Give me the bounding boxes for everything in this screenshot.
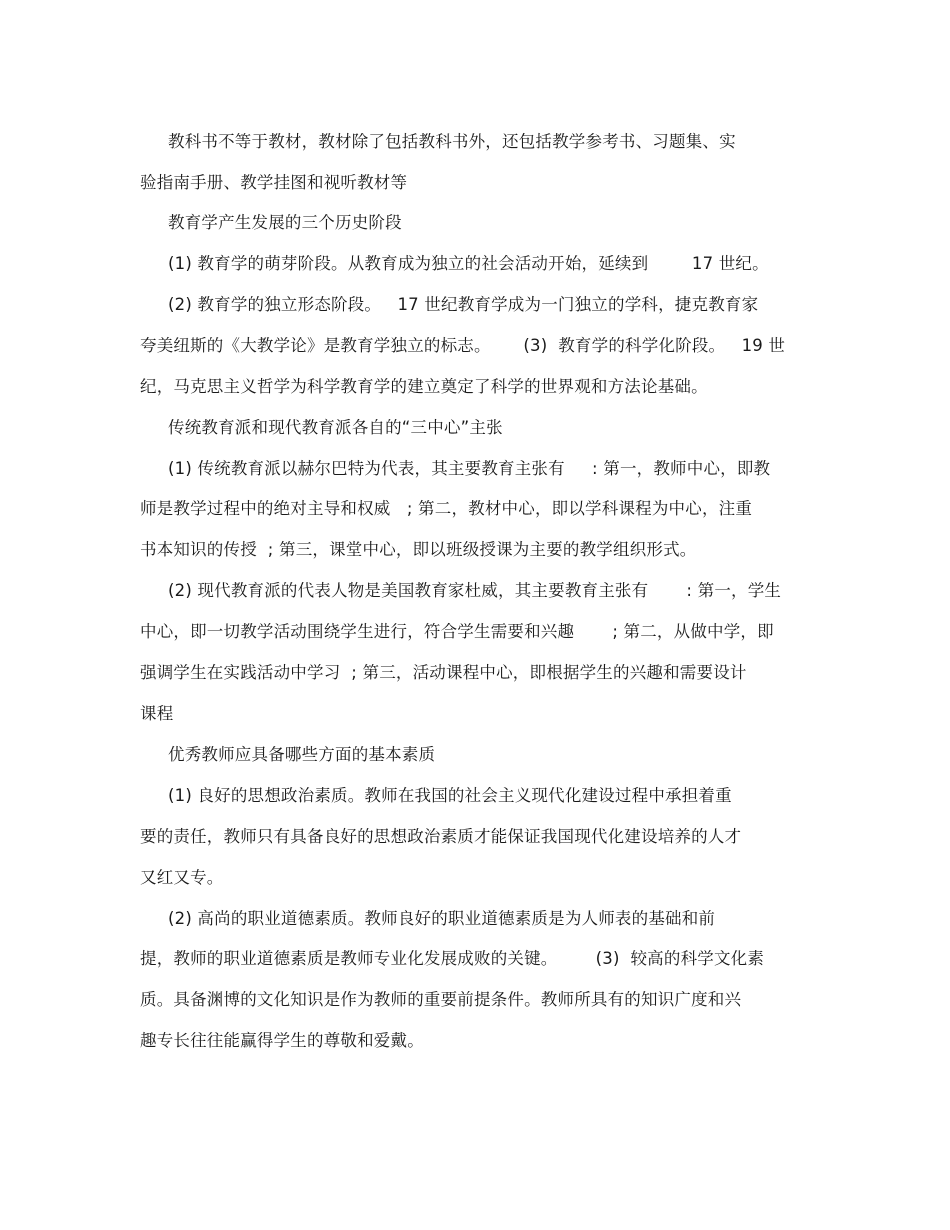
paragraph-line: (1) 良好的思想政治素质。教师在我国的社会主义现代化建设过程中承担着重	[168, 786, 732, 805]
paragraph-line: 书本知识的传授 ; 第三，课堂中心，即以班级授课为主要的教学组织形式。	[140, 540, 697, 559]
paragraph-line: 质。具备渊博的文化知识是作为教师的重要前提条件。教师所具有的知识广度和兴	[140, 990, 742, 1009]
paragraph-line: 教科书不等于教材，教材除了包括教科书外，还包括教学参考书、习题集、实	[168, 132, 736, 151]
paragraph-line: (2) 现代教育派的代表人物是美国教育家杜威，其主要教育主张有 : 第一，学生	[168, 581, 782, 600]
paragraph-line: 验指南手册、教学挂图和视听教材等	[140, 173, 408, 192]
paragraph-line: (2) 教育学的独立形态阶段。 17 世纪教育学成为一门独立的学科，捷克教育家	[168, 295, 759, 314]
paragraph-line: 夸美纽斯的《大教学论》是教育学独立的标志。 (3) 教育学的科学化阶段。 19 世	[140, 336, 786, 355]
section-heading: 优秀教师应具备哪些方面的基本素质	[168, 745, 436, 764]
section-heading: 教育学产生发展的三个历史阶段	[168, 213, 402, 232]
paragraph-line: 纪，马克思主义哲学为科学教育学的建立奠定了科学的世界观和方法论基础。	[140, 377, 708, 396]
paragraph-line: 中心，即一切教学活动围绕学生进行，符合学生需要和兴趣 ; 第二，从做中学，即	[140, 622, 774, 641]
paragraph-line: (1) 传统教育派以赫尔巴特为代表，其主要教育主张有 : 第一，教师中心，即教	[168, 459, 771, 478]
section-heading: 传统教育派和现代教育派各自的“三中心”主张	[168, 418, 503, 437]
paragraph-line: 提，教师的职业道德素质是教师专业化发展成败的关键。 (3) 较高的科学文化素	[140, 949, 765, 968]
paragraph-line: 要的责任，教师只有具备良好的思想政治素质才能保证我国现代化建设培养的人才	[140, 827, 742, 846]
paragraph-line: 又红又专。	[140, 868, 224, 887]
paragraph-line: (1) 教育学的萌芽阶段。从教育成为独立的社会活动开始，延续到 17 世纪。	[168, 254, 769, 273]
paragraph-line: (2) 高尚的职业道德素质。教师良好的职业道德素质是为人师表的基础和前	[168, 909, 716, 928]
paragraph-line: 师是教学过程中的绝对主导和权威 ; 第二，教材中心，即以学科课程为中心，注重	[140, 499, 753, 518]
paragraph-line: 强调学生在实践活动中学习 ; 第三，活动课程中心，即根据学生的兴趣和需要设计	[140, 663, 747, 682]
paragraph-line: 课程	[140, 704, 174, 723]
paragraph-line: 趣专长往往能赢得学生的尊敬和爱戴。	[140, 1031, 424, 1050]
